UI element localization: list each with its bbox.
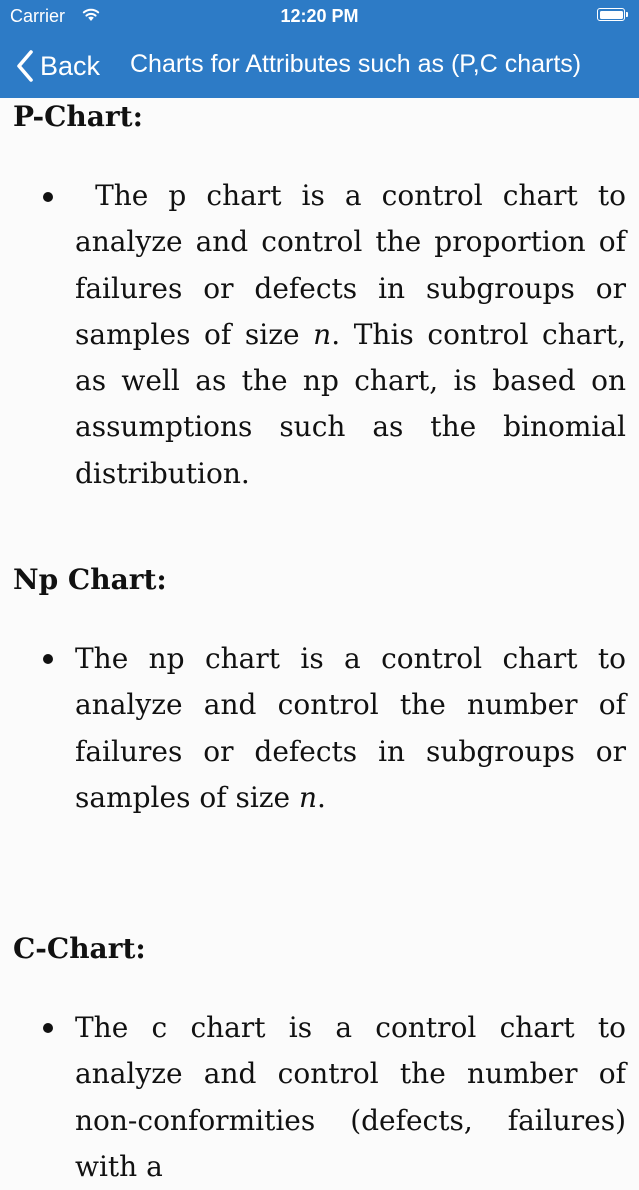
- np-chart-text-end: .: [317, 780, 326, 814]
- status-time: 12:20 PM: [280, 6, 359, 26]
- p-chart-italic: n: [313, 317, 332, 351]
- back-button[interactable]: [14, 48, 100, 84]
- navigation-bar: [0, 34, 639, 98]
- carrier-label: Carrier: [10, 6, 66, 26]
- page-title: Charts for Attributes such as (P,C charts): [130, 50, 582, 78]
- np-chart-description: [75, 636, 626, 821]
- np-chart-text: The np chart is a control chart to analyze and control the number of failures or defects in subgroups or samples of size: [75, 642, 626, 814]
- c-chart-description: [75, 1005, 626, 1190]
- chevron-left-icon: [14, 48, 36, 84]
- top-bar: [0, 0, 639, 98]
- p-chart-heading: P-Chart:: [13, 100, 143, 133]
- c-chart-text: The c chart is a control chart to analyze and control the number of non-conformities (defects, failures) with a: [75, 1011, 626, 1183]
- battery-icon: [597, 8, 629, 23]
- bullet-point: [43, 1023, 53, 1033]
- bullet-point: [43, 654, 53, 664]
- p-chart-text: The p chart is a control chart to analyze and control the proportion of failures or defects in subgroups or samples of size: [75, 179, 626, 351]
- p-chart-description: [75, 173, 626, 497]
- np-chart-heading: Np Chart:: [13, 563, 167, 596]
- np-chart-italic: n: [299, 780, 318, 814]
- p-chart-text-end: . This control chart, as well as the np chart, is based on assumptions such as the binomial distribution.: [75, 317, 626, 490]
- back-button-label: Back: [40, 50, 101, 81]
- status-bar: [0, 0, 639, 34]
- article-content: [0, 98, 639, 1183]
- c-chart-heading: C-Chart:: [13, 932, 146, 965]
- bullet-point: [43, 192, 53, 202]
